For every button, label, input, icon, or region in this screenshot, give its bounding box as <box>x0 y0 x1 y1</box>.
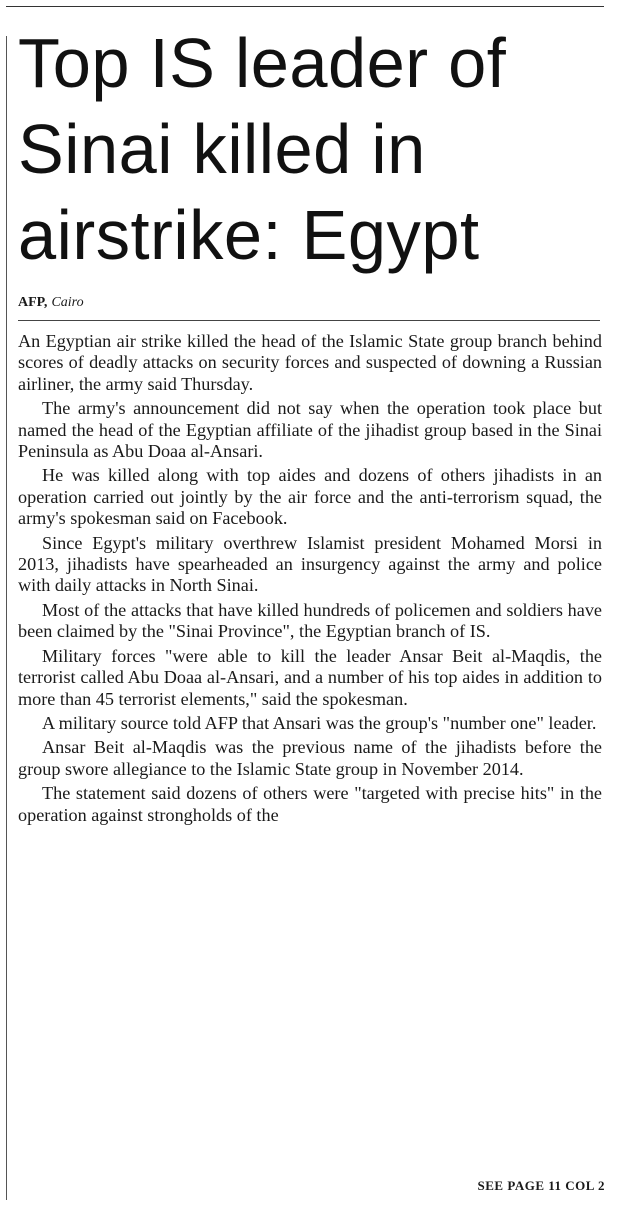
byline-rule <box>18 320 600 321</box>
headline-line-3: airstrike: Egypt <box>18 196 480 274</box>
paragraph: Military forces "were able to kill the leader Ansar Beit al-Maqdis, the terrorist called Abu Doaa al-Ansari, and a number of his top aides in addition to more than 45 terrorist elements," said the spokesman. <box>18 645 602 709</box>
article-body <box>18 331 602 826</box>
dateline-place: Cairo <box>51 295 84 310</box>
continued-on-page-link[interactable]: SEE PAGE 11 COL 2 <box>477 1178 605 1193</box>
paragraph: An Egyptian air strike killed the head of the Islamic State group branch behind scores of deadly attacks on security forces and suspected of downing a Russian airliner, the army said Thursday. <box>18 331 602 394</box>
headline-line-2: Sinai killed in <box>18 110 426 188</box>
article <box>18 20 608 829</box>
paragraph: He was killed along with top aides and dozens of others jihadists in an operation carried out jointly by the air force and the anti-terrorism squad, the army's spokesman said on Facebook. <box>18 465 602 529</box>
paragraph: Most of the attacks that have killed hundreds of policemen and soldiers have been claimed by the "Sinai Province", the Egyptian branch of IS. <box>18 599 602 642</box>
paragraph: The army's announcement did not say when the operation took place but named the head of the Egyptian affiliate of the jihadist group based in the Sinai Peninsula as Abu Doaa al-Ansari. <box>18 398 602 462</box>
paragraph: A military source told AFP that Ansari was the group's "number one" leader. <box>42 712 597 733</box>
column-rule <box>6 36 7 1200</box>
dateline-agency: AFP, <box>18 295 48 310</box>
top-rule <box>6 6 604 7</box>
dateline <box>18 294 608 312</box>
paragraph: Ansar Beit al-Maqdis was the previous name of the jihadists before the group swore allegiance to the Islamic State group in November 2014. <box>18 737 602 779</box>
headline-line-1: Top IS leader of <box>18 24 507 102</box>
headline <box>18 20 596 278</box>
paragraph: Since Egypt's military overthrew Islamist president Mohamed Morsi in 2013, jihadists have spearheaded an insurgency against the army and police with daily attacks in North Sinai. <box>18 532 602 596</box>
paragraph: The statement said dozens of others were "targeted with precise hits" in the operation against strongholds of the <box>18 783 602 825</box>
